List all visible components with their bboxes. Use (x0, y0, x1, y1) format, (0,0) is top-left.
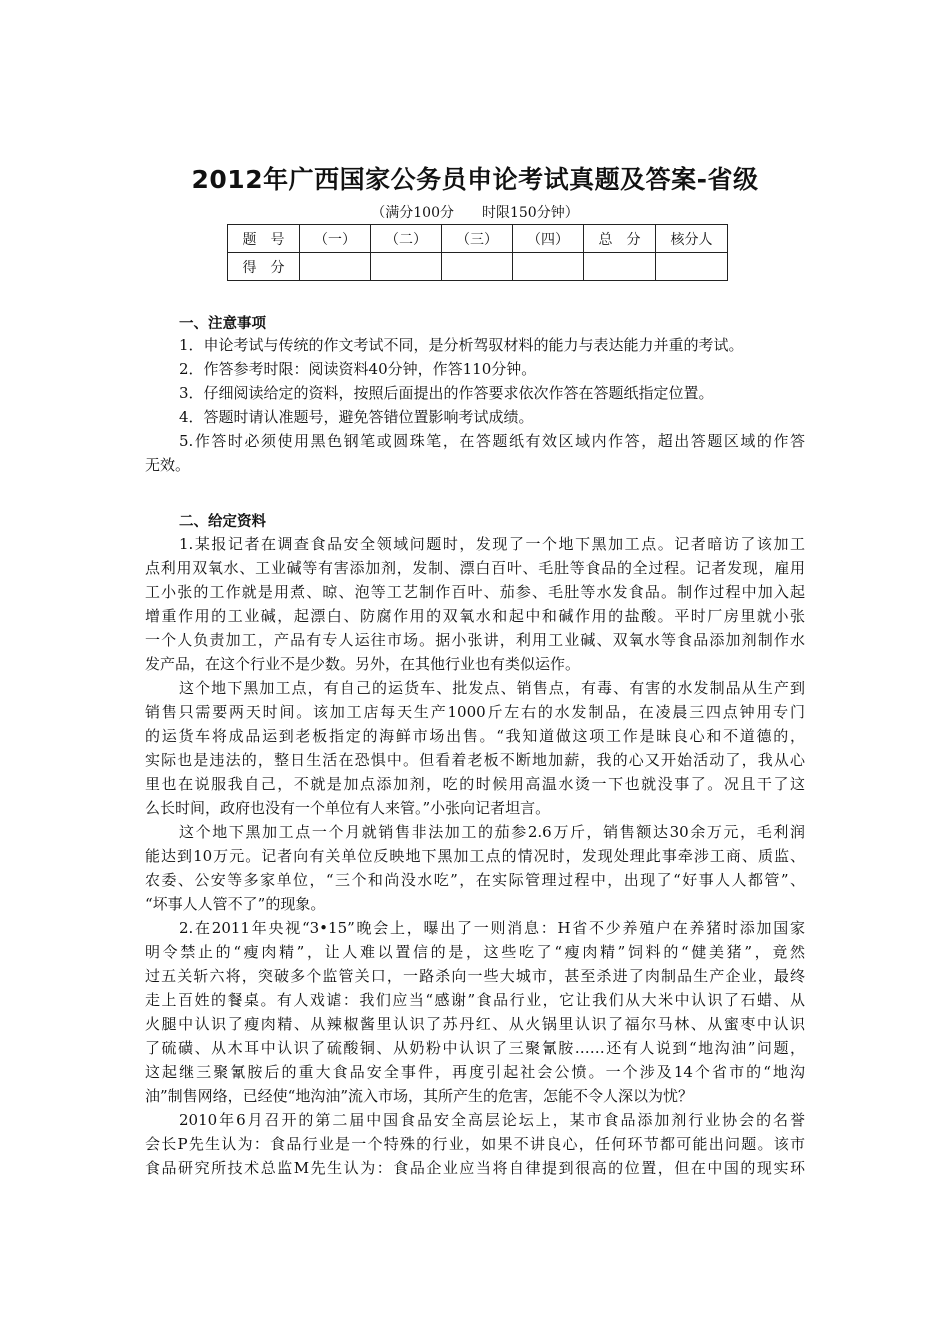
section-heading-materials: 二、给定资料 (179, 514, 266, 530)
header-cell: 总 分 (584, 225, 656, 253)
text-line: 一个人负责加工，产品有专人运往市场。据小张讲，利用工业碱、双氧水等食品添加剂制作水 (145, 631, 805, 649)
text-line: 里也在说服我自己，不就是加点添加剂，吃的时候用高温水烫一下也就没事了。况且干了这 (145, 775, 805, 793)
text-line: 实际也是违法的，整日生活在恐惧中。但看着老板不断地加薪，我的心又开始活动了，我从心 (145, 751, 805, 769)
header-cell: （一） (300, 225, 371, 253)
row-label-cell: 得 分 (228, 253, 300, 281)
score-cell (513, 253, 584, 281)
text-line: 2.在2011年央视“3•15”晚会上，曝出了一则消息：H省不少养殖户在养猪时添加国家 (179, 919, 805, 937)
text-line: 走上百姓的餐桌。有人戏谑：我们应当“感谢”食品行业，它让我们从大米中认识了石蜡、从 (145, 991, 805, 1009)
exam-limits: （满分100分 时限150分钟） (371, 205, 579, 221)
note-line: 2．作答参考时限：阅读资料40分钟，作答110分钟。 (179, 360, 537, 378)
text-line: 食品研究所技术总监M先生认为：食品企业应当将自律提到很高的位置，但在中国的现实环 (145, 1159, 805, 1177)
text-line: 么长时间，政府也没有一个单位有人来管。”小张向记者坦言。 (145, 799, 551, 817)
text-line: 2010年6月召开的第二届中国食品安全高层论坛上，某市食品添加剂行业协会的名誉 (179, 1111, 805, 1129)
header-cell: （四） (513, 225, 584, 253)
note-line: 4．答题时请认准题号，避免答错位置影响考试成绩。 (179, 408, 534, 426)
score-cell (300, 253, 371, 281)
text-line: 油”制售网络，已经使“地沟油”流入市场，其所产生的危害，怎能不令人深以为忧？ (145, 1087, 694, 1105)
note-line: 3．仔细阅读给定的资料，按照后面提出的作答要求依次作答在答题纸指定位置。 (179, 384, 714, 402)
header-cell: 题 号 (228, 225, 300, 253)
score-table-score-row (228, 253, 728, 281)
text-line: 火腿中认识了瘦肉精、从辣椒酱里认识了苏丹红、从火锅里认识了福尔马林、从蜜枣中认识 (145, 1015, 805, 1033)
text-line: 增重作用的工业碱，起漂白、防腐作用的双氧水和起中和碱作用的盐酸。平时厂房里就小张 (145, 607, 805, 625)
text-line: 点利用双氧水、工业碱等有害添加剂，发制、漂白百叶、毛肚等食品的全过程。记者发现，雇用 (145, 559, 805, 577)
notes-list (145, 333, 805, 477)
text-line: 1.某报记者在调查食品安全领域问题时，发现了一个地下黑加工点。记者暗访了该加工 (179, 535, 805, 553)
header-cell: （二） (371, 225, 442, 253)
text-line: 的运货车将成品运到老板指定的海鲜市场出售。“我知道做这项工作是昧良心和不道德的， (145, 727, 805, 745)
text-line: 了硫磺、从木耳中认识了硫酸铜、从奶粉中认识了三聚氰胺……还有人说到“地沟油”问题， (145, 1039, 805, 1057)
text-line: 工小张的工作就是用煮、晾、泡等工艺制作百叶、茄参、毛肚等水发食品。制作过程中加入起 (145, 583, 805, 601)
text-line: 过五关斩六将，突破多个监管关口，一路杀向一些大城市，甚至杀进了肉制品生产企业，最终 (145, 967, 805, 985)
header-cell: （三） (442, 225, 513, 253)
note-line: 5.作答时必须使用黑色钢笔或圆珠笔，在答题纸有效区域内作答，超出答题区域的作答 (179, 432, 805, 450)
text-line: “坏事人人管不了”的现象。 (145, 895, 326, 913)
score-cell (584, 253, 656, 281)
text-line: 发产品，在这个行业不是少数。另外，在其他行业也有类似运作。 (145, 655, 581, 673)
document-title: 2012年广西国家公务员申论考试真题及答案-省级 (191, 165, 759, 194)
score-table-header-row (228, 225, 728, 253)
text-line: 销售只需要两天时间。该加工店每天生产1000斤左右的水发制品，在凌晨三四点钟用专门 (145, 703, 805, 721)
score-cell (442, 253, 513, 281)
score-table (227, 224, 728, 281)
text-line: 这起继三聚氰胺后的重大食品安全事件，再度引起社会公愤。一个涉及14个省市的“地沟 (145, 1063, 805, 1081)
text-line: 这个地下黑加工点，有自己的运货车、批发点、销售点，有毒、有害的水发制品从生产到 (179, 679, 805, 697)
text-line: 农委、公安等多家单位，“三个和尚没水吃”，在实际管理过程中，出现了“好事人人都管”、 (145, 871, 805, 889)
header-cell: 核分人 (656, 225, 728, 253)
text-line: 能达到10万元。记者向有关单位反映地下黑加工点的情况时，发现处理此事牵涉工商、质监、 (145, 847, 805, 865)
materials-text (145, 532, 805, 1180)
section-heading-notes: 一、注意事项 (179, 316, 266, 332)
score-cell (656, 253, 728, 281)
text-line: 明令禁止的“瘦肉精”，让人难以置信的是，这些吃了“瘦肉精”饲料的“健美猪”，竟然 (145, 943, 805, 961)
note-line: 1．申论考试与传统的作文考试不同，是分析驾驭材料的能力与表达能力并重的考试。 (179, 336, 744, 354)
text-line: 会长P先生认为：食品行业是一个特殊的行业，如果不讲良心，任何环节都可能出问题。该市 (145, 1135, 805, 1153)
note-line: 无效。 (145, 456, 191, 474)
text-line: 这个地下黑加工点一个月就销售非法加工的茄参2.6万斤，销售额达30余万元，毛利润 (179, 823, 805, 841)
score-cell (371, 253, 442, 281)
